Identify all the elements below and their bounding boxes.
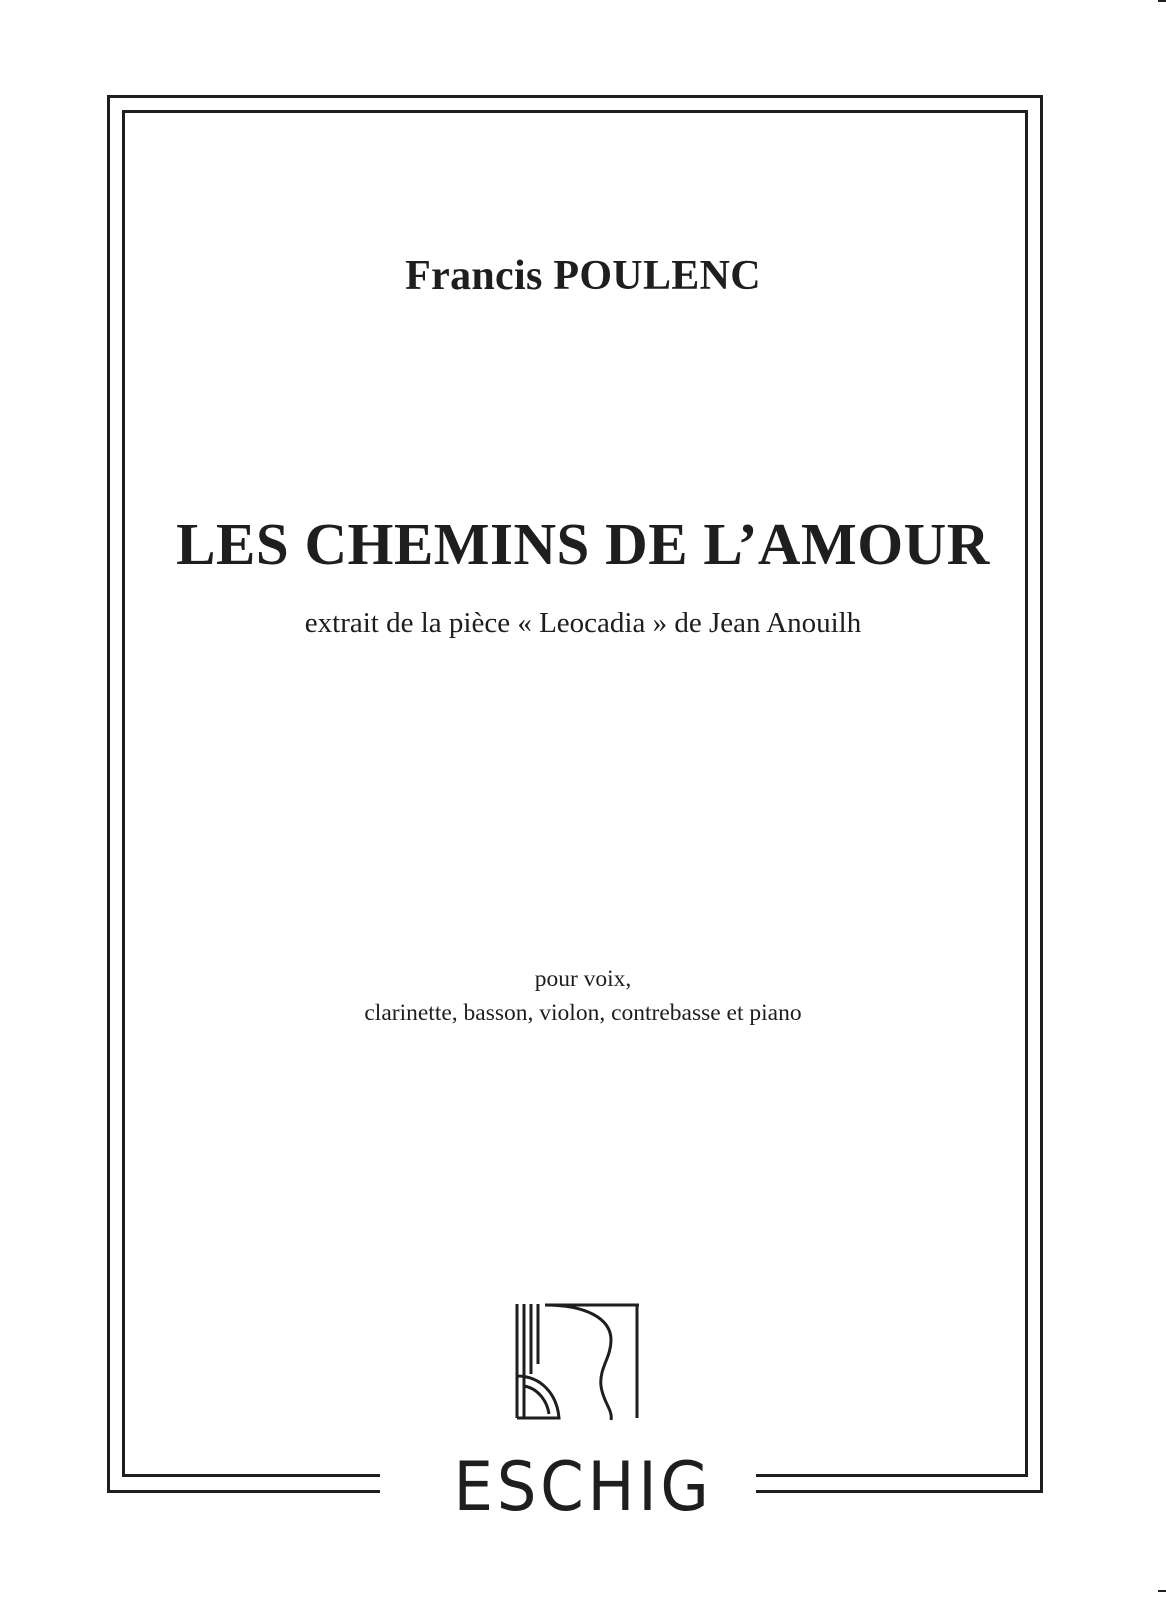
eschig-logo-icon	[515, 1302, 641, 1422]
instrumentation-line: clarinette, basson, violon, contrebasse et piano	[364, 1000, 802, 1026]
crop-mark	[1158, 0, 1166, 2]
work-title: LES CHEMINS DE L’AMOUR	[176, 511, 990, 577]
inner-border-frame	[122, 110, 1028, 1477]
instrumentation	[0, 962, 1166, 1030]
instrumentation-line: pour voix,	[534, 966, 632, 992]
publisher-name: ESCHIG	[453, 1448, 713, 1527]
composer-name: Francis POULENC	[405, 253, 761, 299]
work-subtitle: extrait de la pièce « Leocadia » de Jean Anouilh	[304, 607, 862, 639]
crop-mark	[1158, 1590, 1166, 1592]
